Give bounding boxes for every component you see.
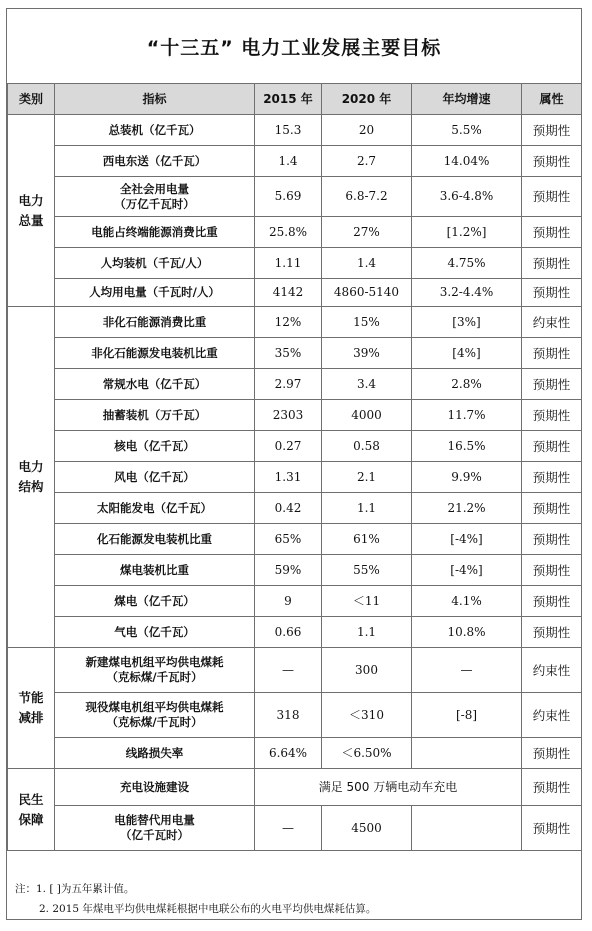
value-2020: 2.1	[322, 462, 412, 493]
attribute-cell: 预期性	[522, 806, 582, 851]
value-2020: 55%	[322, 555, 412, 586]
attribute-cell: 预期性	[522, 586, 582, 617]
indicator-cell: 充电设施建设	[55, 769, 255, 806]
value-2015: 12%	[255, 307, 322, 338]
growth-cell: [-4%]	[412, 555, 522, 586]
value-2020: 300	[322, 648, 412, 693]
value-2015: 6.64%	[255, 738, 322, 769]
growth-cell: 14.04%	[412, 146, 522, 177]
indicator-cell: 电能占终端能源消费比重	[55, 217, 255, 248]
value-2020: 27%	[322, 217, 412, 248]
growth-cell: [-8]	[412, 693, 522, 738]
header-indicator: 指标	[55, 84, 255, 115]
table-row	[8, 146, 582, 177]
header-growth: 年均增速	[412, 84, 522, 115]
indicator-cell: 现役煤电机组平均供电煤耗 （克标煤/千瓦时）	[55, 693, 255, 738]
category-cell: 民生 保障	[8, 769, 55, 851]
value-2015: 0.66	[255, 617, 322, 648]
value-2020: 6.8-7.2	[322, 177, 412, 217]
table-row	[8, 586, 582, 617]
table-row	[8, 493, 582, 524]
value-2020: 3.4	[322, 369, 412, 400]
value-2020: 20	[322, 115, 412, 146]
indicator-cell: 人均装机（千瓦/人）	[55, 248, 255, 279]
value-2020: 1.1	[322, 617, 412, 648]
attribute-cell: 预期性	[522, 462, 582, 493]
growth-cell: [4%]	[412, 338, 522, 369]
indicator-cell: 风电（亿千瓦）	[55, 462, 255, 493]
category-cell: 电力 总量	[8, 115, 55, 307]
indicator-cell: 新建煤电机组平均供电煤耗 （克标煤/千瓦时）	[55, 648, 255, 693]
table-row	[8, 217, 582, 248]
growth-cell	[412, 738, 522, 769]
value-2015: 2303	[255, 400, 322, 431]
table-row	[8, 693, 582, 738]
attribute-cell: 预期性	[522, 769, 582, 806]
growth-cell: 16.5%	[412, 431, 522, 462]
growth-cell: 5.5%	[412, 115, 522, 146]
indicator-cell: 太阳能发电（亿千瓦）	[55, 493, 255, 524]
table-row	[8, 279, 582, 307]
indicator-cell: 化石能源发电装机比重	[55, 524, 255, 555]
indicator-cell: 煤电（亿千瓦）	[55, 586, 255, 617]
growth-cell: —	[412, 648, 522, 693]
attribute-cell: 约束性	[522, 648, 582, 693]
indicator-cell: 非化石能源消费比重	[55, 307, 255, 338]
attribute-cell: 预期性	[522, 338, 582, 369]
indicator-cell: 抽蓄装机（万千瓦）	[55, 400, 255, 431]
growth-cell: [-4%]	[412, 524, 522, 555]
value-2020: ＜6.50%	[322, 738, 412, 769]
header-attribute: 属性	[522, 84, 582, 115]
indicator-cell: 西电东送（亿千瓦）	[55, 146, 255, 177]
indicator-cell: 常规水电（亿千瓦）	[55, 369, 255, 400]
growth-cell: 21.2%	[412, 493, 522, 524]
table-row	[8, 177, 582, 217]
category-cell: 节能 减排	[8, 648, 55, 769]
footnotes	[7, 879, 581, 919]
table-row	[8, 738, 582, 769]
attribute-cell: 预期性	[522, 217, 582, 248]
attribute-cell: 预期性	[522, 524, 582, 555]
table-row	[8, 555, 582, 586]
growth-cell: 11.7%	[412, 400, 522, 431]
value-2015: 65%	[255, 524, 322, 555]
attribute-cell: 预期性	[522, 493, 582, 524]
growth-cell: [1.2%]	[412, 217, 522, 248]
value-2015: 59%	[255, 555, 322, 586]
value-2020: 15%	[322, 307, 412, 338]
value-2020: 1.4	[322, 248, 412, 279]
table-row	[8, 115, 582, 146]
indicator-cell: 电能替代用电量 （亿千瓦时）	[55, 806, 255, 851]
attribute-cell: 预期性	[522, 146, 582, 177]
value-2020: 4500	[322, 806, 412, 851]
value-2015: 0.27	[255, 431, 322, 462]
table-row	[8, 462, 582, 493]
attribute-cell: 预期性	[522, 115, 582, 146]
value-2015: 4142	[255, 279, 322, 307]
value-2015: 0.42	[255, 493, 322, 524]
value-2015: —	[255, 806, 322, 851]
attribute-cell: 约束性	[522, 307, 582, 338]
attribute-cell: 约束性	[522, 693, 582, 738]
growth-cell: 4.75%	[412, 248, 522, 279]
header-2020: 2020 年	[322, 84, 412, 115]
table-row	[8, 524, 582, 555]
table-row	[8, 369, 582, 400]
table-row	[8, 400, 582, 431]
value-2015: 15.3	[255, 115, 322, 146]
indicator-cell: 气电（亿千瓦）	[55, 617, 255, 648]
value-2015: 25.8%	[255, 217, 322, 248]
value-2020: 0.58	[322, 431, 412, 462]
table-row	[8, 806, 582, 851]
growth-cell: 2.8%	[412, 369, 522, 400]
value-2015: 318	[255, 693, 322, 738]
indicator-cell: 核电（亿千瓦）	[55, 431, 255, 462]
indicator-cell: 全社会用电量 （万亿千瓦时）	[55, 177, 255, 217]
growth-cell: 3.6-4.8%	[412, 177, 522, 217]
attribute-cell: 预期性	[522, 738, 582, 769]
attribute-cell: 预期性	[522, 400, 582, 431]
indicator-cell: 人均用电量（千瓦时/人）	[55, 279, 255, 307]
indicator-cell: 非化石能源发电装机比重	[55, 338, 255, 369]
indicator-cell: 煤电装机比重	[55, 555, 255, 586]
growth-cell: [3%]	[412, 307, 522, 338]
value-2020: 4860-5140	[322, 279, 412, 307]
footnote-1: 注：1. [ ]为五年累计值。	[15, 883, 135, 895]
attribute-cell: 预期性	[522, 177, 582, 217]
table-header-row	[8, 84, 582, 115]
indicator-cell: 线路损失率	[55, 738, 255, 769]
attribute-cell: 预期性	[522, 617, 582, 648]
footnote-2: 2. 2015 年煤电平均供电煤耗根据中电联公布的火电平均供电煤耗估算。	[39, 903, 377, 915]
value-2020: 2.7	[322, 146, 412, 177]
growth-cell: 10.8%	[412, 617, 522, 648]
value-2015: 1.31	[255, 462, 322, 493]
table-row	[8, 769, 582, 806]
value-2020: ＜11	[322, 586, 412, 617]
value-2015: 9	[255, 586, 322, 617]
table-row	[8, 248, 582, 279]
table-row	[8, 338, 582, 369]
targets-sheet	[6, 8, 582, 920]
attribute-cell: 预期性	[522, 369, 582, 400]
value-2020: 1.1	[322, 493, 412, 524]
value-2020: 39%	[322, 338, 412, 369]
indicator-cell: 总装机（亿千瓦）	[55, 115, 255, 146]
merged-value-cell: 满足 500 万辆电动车充电	[255, 769, 522, 806]
attribute-cell: 预期性	[522, 555, 582, 586]
growth-cell: 9.9%	[412, 462, 522, 493]
value-2020: 4000	[322, 400, 412, 431]
header-2015: 2015 年	[255, 84, 322, 115]
attribute-cell: 预期性	[522, 431, 582, 462]
table-row	[8, 617, 582, 648]
value-2020: ＜310	[322, 693, 412, 738]
growth-cell: 4.1%	[412, 586, 522, 617]
page-title: “十三五” 电力工业发展主要目标	[7, 9, 581, 84]
value-2015: —	[255, 648, 322, 693]
table-row	[8, 648, 582, 693]
attribute-cell: 预期性	[522, 279, 582, 307]
value-2015: 35%	[255, 338, 322, 369]
header-category: 类别	[8, 84, 55, 115]
table-row	[8, 307, 582, 338]
value-2015: 2.97	[255, 369, 322, 400]
value-2015: 1.4	[255, 146, 322, 177]
targets-table	[7, 84, 582, 851]
attribute-cell: 预期性	[522, 248, 582, 279]
value-2015: 5.69	[255, 177, 322, 217]
table-row	[8, 431, 582, 462]
growth-cell	[412, 806, 522, 851]
growth-cell: 3.2-4.4%	[412, 279, 522, 307]
value-2020: 61%	[322, 524, 412, 555]
category-cell: 电力 结构	[8, 307, 55, 648]
value-2015: 1.11	[255, 248, 322, 279]
